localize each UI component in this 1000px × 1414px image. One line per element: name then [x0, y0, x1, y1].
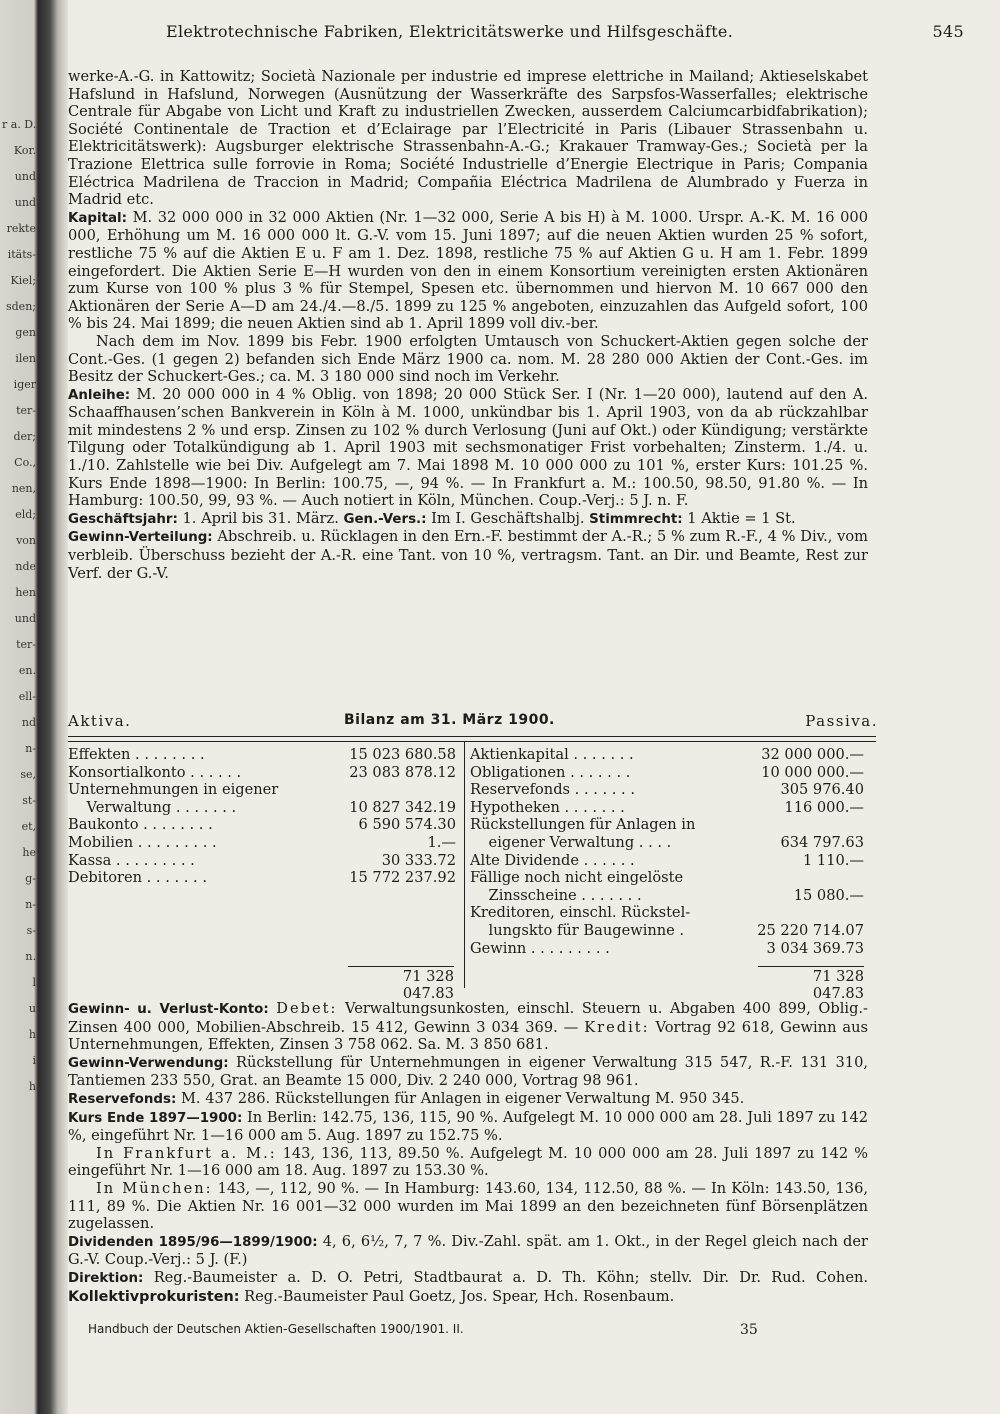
dividenden-label: Dividenden 1895/96—1899/1900: — [68, 1234, 318, 1250]
spine-fragment: se, — [20, 768, 36, 781]
passiva-row-label: Gewinn . . . . . . . . . — [470, 939, 610, 957]
spine-fragment: sden; — [6, 300, 36, 313]
passiva-total: 71 328 047.83 — [812, 968, 864, 1002]
kurs-paragraph — [68, 1109, 868, 1145]
passiva-row-label: Fällige noch nicht eingelöste — [470, 869, 684, 887]
anleihe-label: Anleihe: — [68, 387, 131, 403]
debet-label: Debet: — [276, 1000, 338, 1017]
kapital-paragraph-2: Nach dem im Nov. 1899 bis Febr. 1900 erfolgten Umtausch von Schuckert-Aktien gegen solche der Cont.-Ges. (1 gegen 2) befanden sich Ende März 1900 ca. nom. M. 28 280 000 Aktien der Cont.-Ges. im Besitz der Schuckert-Ges.; ca. M. 3 180 000 sind noch im Verkehr. — [68, 332, 868, 386]
kurs-frankfurt-label: In Frankfurt a. M.: — [96, 1144, 277, 1162]
spine-fragment: rekte — [6, 222, 36, 235]
spine-fragment: ilen — [15, 352, 36, 365]
passiva-row-amount: 116 000.— — [784, 798, 864, 816]
passiva-sum-line — [758, 966, 864, 967]
page-number: 545 — [932, 22, 964, 41]
aktiva-row — [68, 781, 456, 799]
stimmrecht-label: Stimmrecht: — [589, 511, 683, 527]
passiva-row — [470, 746, 864, 764]
spine-fragment: nd — [21, 716, 36, 729]
spine-fragment: en. — [18, 664, 36, 677]
aktiva-row-label: Kassa . . . . . . . . . — [68, 851, 195, 869]
kurs-muenchen-label: In München: — [96, 1179, 213, 1197]
passiva-row-label: Aktienkapital . . . . . . . — [470, 746, 634, 763]
passiva-label: Passiva. — [805, 712, 878, 730]
book-page — [66, 0, 968, 1414]
aktiva-row-amount: 23 083 878.12 — [349, 763, 456, 781]
passiva-row-label: Reservefonds . . . . . . . — [470, 781, 635, 799]
spine-fragment: und — [14, 612, 36, 625]
prokuristen-label: Kollektivprokuristen: — [68, 1288, 240, 1305]
passiva-row — [470, 781, 864, 799]
spine-fragment: nen, — [11, 482, 36, 495]
passiva-row-label: Kreditoren, einschl. Rückstel- — [470, 904, 691, 922]
passiva-row — [470, 887, 864, 905]
aktiva-label: Aktiva. — [68, 712, 132, 730]
spine-fragment: ter- — [16, 638, 36, 651]
aktiva-row — [68, 869, 456, 887]
bilanz-title: Bilanz am 31. März 1900. — [344, 712, 555, 728]
spine-fragment: und — [14, 196, 36, 209]
aktiva-row — [68, 852, 456, 870]
reservefonds-paragraph — [68, 1090, 868, 1109]
anleihe-paragraph — [68, 386, 868, 510]
stimmrecht-text: 1 Aktie = 1 St. — [687, 509, 796, 527]
prokuristen-text: Reg.-Baumeister Paul Goetz, Jos. Spear, Hch. Rosenbaum. — [244, 1287, 675, 1305]
page-footer — [88, 1322, 868, 1336]
bilanz-divider — [464, 742, 465, 988]
aktiva-row — [68, 764, 456, 782]
kredit-label: Kredit: — [584, 1018, 650, 1036]
kurs-frankfurt-paragraph — [68, 1145, 868, 1180]
aktiva-row-amount: 15 023 680.58 — [349, 746, 456, 763]
passiva-row-amount: 15 080.— — [793, 886, 864, 904]
kurs-muenchen-text: 143, —, 112, 90 %. — In Hamburg: 143.60, 134, 112.50, 88 %. — In Köln: 143.50, 136, 111, 89 %. Die Aktien Nr. 16 001—32 000 wurden im Mai 1899 an den bezeichneten fünf Börsenplätzen zugelassen. — [68, 1179, 868, 1233]
spine-fragment: n. — [25, 950, 36, 963]
spine-fragment: Kiel; — [10, 274, 36, 287]
kapital-paragraph — [68, 209, 868, 333]
spine-fragment: st- — [22, 794, 36, 807]
kurs-muenchen-paragraph — [68, 1180, 868, 1233]
spine-fragment: h — [28, 1080, 36, 1093]
passiva-row-label: Alte Dividende . . . . . . — [470, 851, 635, 869]
passiva-row-label: lungskto für Baugewinne . — [470, 921, 685, 939]
direktion-paragraph — [68, 1269, 868, 1306]
aktiva-row — [68, 799, 456, 817]
anleihe-text: M. 20 000 000 in 4 % Oblig. von 1898; 20 000 Stück Ser. I (Nr. 1—20 000), lautend auf den A. Schaaffhausen’schen Bankverein in Köln à M. 1000, unkündbar bis 1. April 1903, von da ab rückzahlbar mit mindestens 2 % und ersp. Zinsen zu 102 % durch Verlosung (Juni auf Okt.) oder Kündigung; verstärkte Tilgung oder Totalkündigung ab 1. April 1903 mit sechsmonatiger Frist vorbehalten; Zinsterm. 1./4. u. 1./10. Zahlstelle wie bei Div. Aufgelegt am 7. Mai 1898 M. 10 000 000 zu 101 %, erster Kurs: 101.25 %. Kurs Ende 1898—1900: In Berlin: 100.75, —, 94 %. — In Frankfurt a. M.: 100.50, 98.50, 91.80 %. — In Hamburg: 100.50, 99, 93 %. — Auch notiert in Köln, München. Coup.-Verj.: 5 J. n. F. — [68, 385, 868, 510]
kurs-frankfurt-text: 143, 136, 113, 89.50 %. Aufgelegt M. 10 000 000 am 28. Juli 1897 zu 142 % eingeführt Nr. 1—16 000 am 18. Aug. 1897 zu 153.30 %. — [68, 1144, 868, 1180]
book-spine — [0, 0, 68, 1414]
passiva-row-label: Rückstellungen für Anlagen in — [470, 816, 696, 834]
spine-fragment: hen — [15, 586, 36, 599]
passiva-row-amount: 305 976.40 — [780, 781, 864, 799]
header-title: Elektrotechnische Fabriken, Elektricitätswerke und Hilfsgeschäfte. — [166, 22, 734, 41]
spine-fragment: und — [14, 170, 36, 183]
signature-mark: 35 — [740, 1322, 758, 1338]
passiva-row — [470, 834, 864, 852]
kredit-text: Vortrag 92 618, Gewinn aus Unternehmungen, Effekten, Zinsen 3 758 062. Sa. M. 3 850 681. — [68, 1018, 869, 1054]
passiva-row-amount: 25 220 714.07 — [757, 921, 864, 939]
geschaeftsjahr-paragraph — [68, 510, 868, 529]
gewinn-verteilung-label: Gewinn-Verteilung: — [68, 530, 213, 546]
aktiva-row-amount: 15 772 237.92 — [349, 869, 456, 887]
spine-fragment: itäts- — [7, 248, 36, 261]
direktion-label: Direktion: — [68, 1270, 144, 1286]
passiva-row-label: Hypotheken . . . . . . . — [470, 798, 625, 816]
passiva-row — [470, 922, 864, 940]
spine-fragment: Co., — [14, 456, 36, 469]
aktiva-row-amount: 6 590 574.30 — [358, 816, 456, 834]
spine-fragment: n- — [25, 742, 36, 755]
passiva-row — [470, 869, 864, 887]
spine-fragment: der; — [13, 430, 36, 443]
reservefonds-label: Reservefonds: — [68, 1091, 177, 1107]
spine-fragment: he — [22, 846, 36, 859]
passiva-row — [470, 764, 864, 782]
passiva-row-label: eigener Verwaltung . . . . — [470, 833, 672, 851]
spine-fragment: h — [28, 1028, 36, 1041]
passiva-column — [470, 746, 864, 957]
aktiva-column — [68, 746, 456, 887]
aktiva-row — [68, 834, 456, 852]
kapital-text: M. 32 000 000 in 32 000 Aktien (Nr. 1—32 000, Serie A bis H) à M. 1000. Urspr. A.-K. M. 16 000 000, Erhöhung um M. 16 000 000 lt. G.-V. vom 15. Juni 1897; auf die neuen Aktien wurden 25 % sofort, restliche 75 % auf die Aktien E u. F am 1. Dez. 1898, restliche 75 % auf Aktien G u. H am 1. Febr. 1899 eingefordert. Die Aktien Serie E—H wurden von den in einem Konsortium vereinigten ersten Aktionären zum Kurse von 100 % plus 3 % für Stempel, Spesen etc. übernommen und hiervon M. 10 667 000 den Aktionären der Serie A—D am 24./4.—8./5. 1899 zu 125 % angeboten, einzuzahlen das Aufgeld sofort, 100 % bis 24. Mai 1899; die neuen Aktien sind ab 1. April 1899 voll div.-ber. — [68, 208, 868, 333]
bilanz-header — [68, 712, 878, 734]
passiva-row-amount: 3 034 369.73 — [766, 939, 864, 957]
geschaeftsjahr-label: Geschäftsjahr: — [68, 511, 178, 527]
spine-fragment: g- — [25, 872, 36, 885]
spine-fragment: ell- — [18, 690, 36, 703]
spine-fragment: r a. D. — [2, 118, 36, 131]
running-header — [66, 22, 968, 44]
passiva-row-label: Zinsscheine . . . . . . . — [470, 886, 642, 904]
aktiva-row-label: Effekten . . . . . . . . — [68, 746, 205, 763]
spine-fragment: ter- — [16, 404, 36, 417]
spine-fragment: gen — [15, 326, 36, 339]
aktiva-row-amount: 1.— — [427, 833, 456, 851]
gen-vers-text: Im I. Geschäftshalbj. — [431, 509, 585, 527]
passiva-row-label: Obligationen . . . . . . . — [470, 763, 631, 781]
intro-paragraph: werke-A.-G. in Kattowitz; Società Nazionale per industrie ed imprese elettriche in Mailand; Aktieselskabet Hafslund in Hafslund, Norwegen (Ausnützung der Wasserkräfte des Sarpsfos-Wasserfalles; elektrische Centrale für Abgabe von Licht und Kraft zu industriellen Zwecken, ausserdem Calciumcarbidfabrikation); Société Continentale de Traction et d’Eclairage par l’Electricité in Paris (Libauer Strassenbahn u. Elektricitätswerk): Augsburger elektrische Strassenbahn-A.-G.; Krakauer Tramway-Ges.; Società per la Trazione Elettrica sulle forrovie in Roma; Société Industrielle d’Energie Electrique in Paris; Compania Eléctrica Madrilena de Traccion in Madrid; Compañia Eléctrica Madrilena de Alumbrado y Fuerza in Madrid etc. — [68, 68, 868, 209]
passiva-row-amount: 1 110.— — [802, 851, 864, 869]
guv-paragraph — [68, 1000, 868, 1054]
spine-fragment: Kor. — [13, 144, 36, 157]
aktiva-total: 71 328 047.83 — [402, 968, 454, 1002]
aktiva-row-amount: 30 333.72 — [381, 851, 456, 869]
guv-label: Gewinn- u. Verlust-Konto: — [68, 1002, 269, 1017]
gen-vers-label: Gen.-Vers.: — [343, 511, 427, 527]
bilanz-top-rule — [68, 736, 876, 737]
kurs-text: In Berlin: 142.75, 136, 115, 90 %. Aufgelegt M. 10 000 000 am 28. Juli 1897 zu 142 %, eingeführt Nr. 1—16 000 am 5. Aug. 1897 zu 152.75 %. — [68, 1108, 869, 1145]
direktion-text: Reg.-Baumeister a. D. O. Petri, Stadtbaurat a. D. Th. Köhn; stellv. Dir. Dr. Rud. Cohen. — [153, 1268, 868, 1286]
aktiva-row — [68, 746, 456, 764]
reservefonds-text: M. 437 286. Rückstellungen für Anlagen in eigener Verwaltung M. 950 345. — [180, 1089, 745, 1107]
upper-text-block — [68, 68, 868, 582]
geschaeftsjahr-text: 1. April bis 31. März. — [182, 509, 339, 527]
aktiva-row-amount: 10 827 342.19 — [349, 798, 456, 816]
dividenden-paragraph — [68, 1233, 868, 1269]
aktiva-row-label: Unternehmungen in eigener — [68, 781, 279, 799]
aktiva-row-label: Mobilien . . . . . . . . . — [68, 833, 217, 851]
passiva-row — [470, 940, 864, 958]
passiva-row-amount: 634 797.63 — [780, 833, 864, 851]
aktiva-row-label: Verwaltung . . . . . . . — [68, 798, 237, 816]
gewinn-verwendung-paragraph — [68, 1054, 868, 1090]
kapital-label: Kapital: — [68, 210, 127, 226]
footer-text: Handbuch der Deutschen Aktien-Gesellschaften 1900/1901. II. — [88, 1322, 464, 1336]
passiva-row-amount: 10 000 000.— — [761, 763, 864, 781]
debet-text: Verwaltungsunkosten, einschl. Steuern u. Abgaben 400 899, Oblig.-Zinsen 400 000, Mobilien-Abschreib. 15 412, Gewinn 3 034 369. — — [68, 1000, 868, 1036]
spine-fragment: eld; — [15, 508, 36, 521]
spine-fragment: iger — [13, 378, 36, 391]
spine-fragment: u — [28, 1002, 36, 1015]
lower-text-block — [68, 1000, 868, 1306]
spine-fragment: i — [32, 1054, 36, 1067]
spine-fragment: s- — [26, 924, 36, 937]
gewinn-verwendung-text: Rückstellung für Unternehmungen in eigener Verwaltung 315 547, R.-F. 131 310, Tantiemen 233 550, Grat. an Beamte 15 000, Div. 2 240 000, Vortrag 98 961. — [68, 1053, 868, 1090]
aktiva-sum-line — [348, 966, 454, 967]
aktiva-row — [68, 816, 456, 834]
passiva-row — [470, 852, 864, 870]
gewinn-verteilung-paragraph — [68, 528, 868, 582]
kurs-label: Kurs Ende 1897—1900: — [68, 1110, 243, 1126]
dividenden-text: 4, 6, 6½, 7, 7 %. Div.-Zahl. spät. am 1. Okt., in der Regel gleich nach der G.-V. Coup.-Verj.: 5 J. (F.) — [68, 1232, 869, 1269]
passiva-row — [470, 904, 864, 922]
bilanz-top-rule-2 — [68, 741, 876, 742]
gewinn-verteilung-text: Abschreib. u. Rücklagen in den Ern.-F. bestimmt der A.-R.; 5 % zum R.-F., 4 % Div., vom verbleib. Überschuss bezieht der A.-R. eine Tant. von 10 %, vertragsm. Tant. an Dir. und Beamte, Rest zur Verf. der G.-V. — [68, 528, 869, 582]
spine-fragment: n- — [25, 898, 36, 911]
aktiva-row-label: Debitoren . . . . . . . — [68, 869, 207, 887]
spine-fragment: l — [32, 976, 36, 989]
spine-fragment: von — [16, 534, 36, 547]
aktiva-row-label: Konsortialkonto . . . . . . — [68, 763, 242, 781]
passiva-row-amount: 32 000 000.— — [761, 746, 864, 763]
passiva-row — [470, 816, 864, 834]
aktiva-row-label: Baukonto . . . . . . . . — [68, 816, 213, 834]
spine-fragment: et, — [21, 820, 36, 833]
passiva-row — [470, 799, 864, 817]
gewinn-verwendung-label: Gewinn-Verwendung: — [68, 1055, 229, 1071]
spine-fragment: nde — [15, 560, 36, 573]
